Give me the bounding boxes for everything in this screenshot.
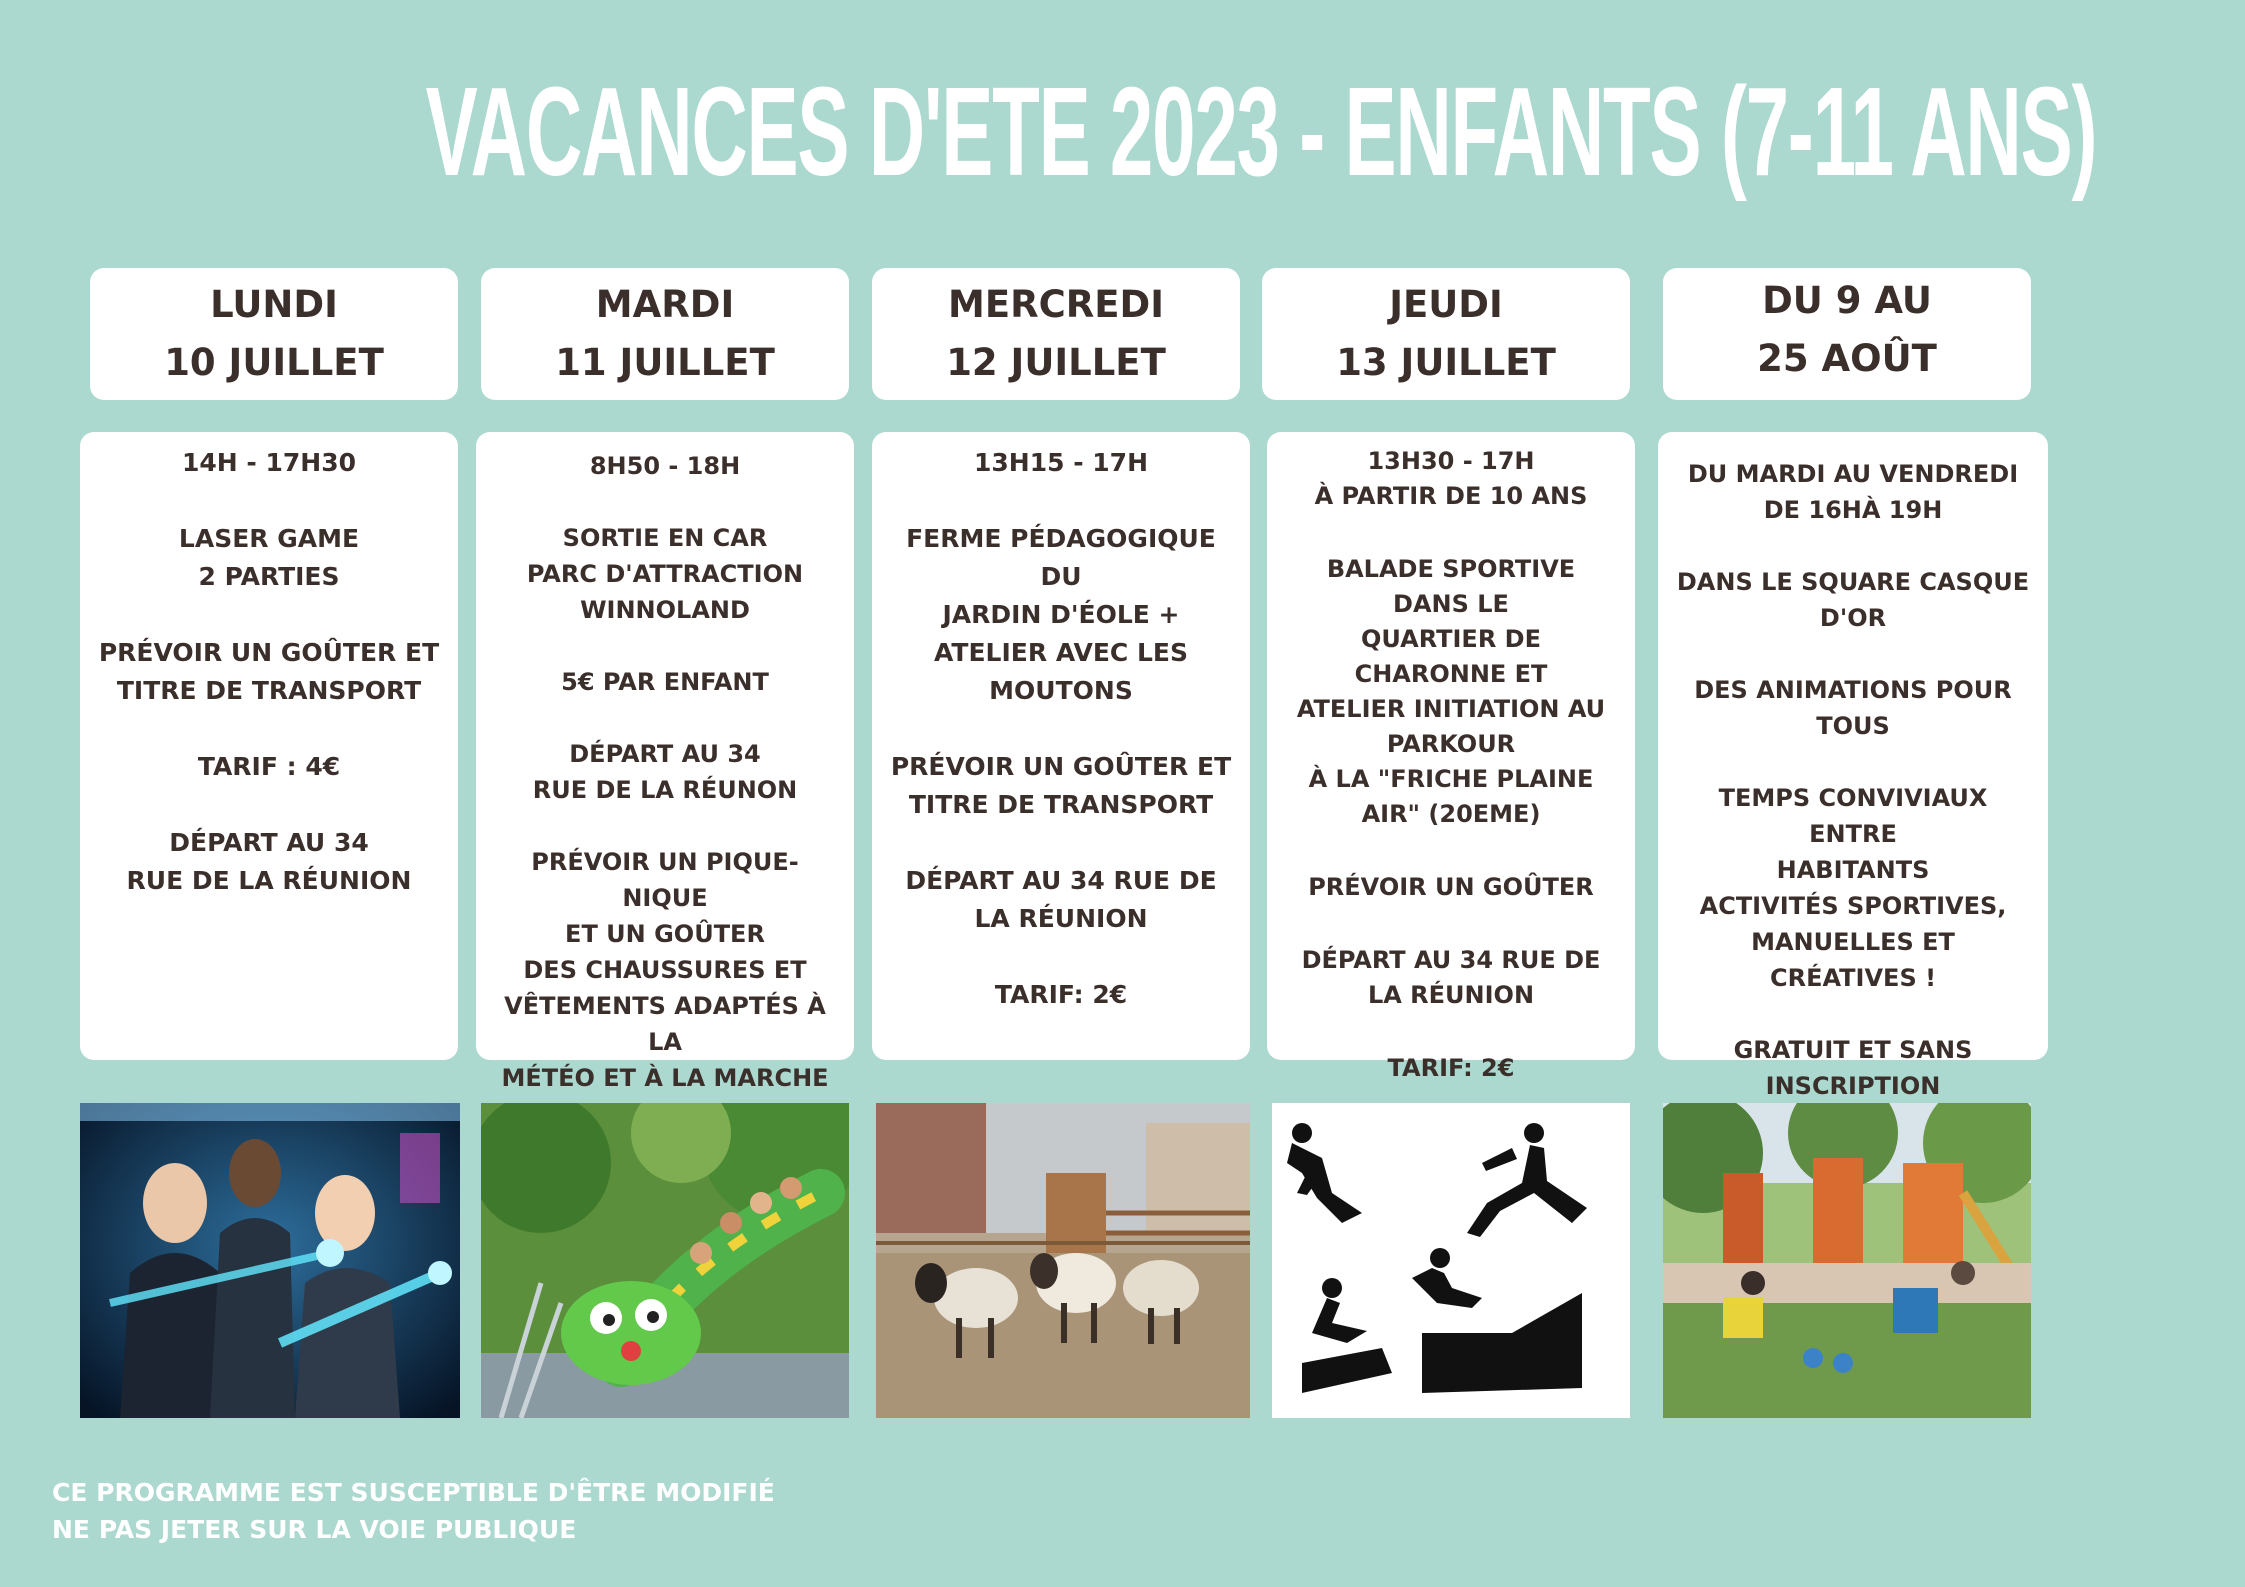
day-date: 13 JUILLET: [1336, 341, 1556, 384]
day-header-mardi: [481, 268, 849, 400]
departure: DÉPART AU 34 RUE DE LA RÉUNION: [905, 866, 1217, 933]
price: TARIF: 2€: [994, 980, 1128, 1009]
note: PRÉVOIR UN GOÛTER ET TITRE DE TRANSPORT: [890, 752, 1232, 819]
price: TARIF : 4€: [197, 752, 341, 781]
activity: FERME PÉDAGOGIQUE DU JARDIN D'ÉOLE + ATELIER AVEC LES MOUTONS: [906, 524, 1216, 705]
parkour-illustration: [1272, 1103, 1630, 1418]
activity: DES ANIMATIONS POUR TOUS: [1694, 676, 2012, 740]
activity-card-aout: [1658, 432, 2048, 1100]
day-header-jeudi: [1262, 268, 1630, 400]
poster-title: VACANCES D'ETE 2023 - ENFANTS (7-11 ANS): [425, 61, 2097, 202]
activity: BALADE SPORTIVE DANS LE QUARTIER DE CHARONNE ET ATELIER INITIATION AU PARKOUR À LA "FRICHE PLAINE AIR" (20EME): [1296, 555, 1606, 828]
activity: LASER GAME 2 PARTIES: [178, 524, 360, 591]
schedule: 8H50 - 18H: [589, 452, 741, 480]
departure: DÉPART AU 34 RUE DE LA RÉUNION: [126, 828, 412, 895]
departure: DÉPART AU 34 RUE DE LA RÉUNION: [1301, 946, 1601, 1009]
note: PRÉVOIR UN GOÛTER: [1308, 873, 1594, 901]
day-name: LUNDI: [210, 283, 338, 326]
day-date: 25 AOÛT: [1757, 337, 1937, 380]
day-date: 12 JUILLET: [946, 341, 1166, 384]
price: GRATUIT ET SANS INSCRIPTION: [1733, 1036, 1973, 1100]
playground-photo: [1663, 1103, 2031, 1418]
day-name: JEUDI: [1389, 283, 1503, 326]
day-header-lundi: [90, 268, 458, 400]
activity-card-mardi: [476, 432, 854, 1092]
laser-game-photo: [80, 1103, 460, 1418]
footer-notice: [52, 1474, 775, 1548]
footer-line: NE PAS JETER SUR LA VOIE PUBLIQUE: [52, 1515, 577, 1544]
activity-card-lundi: [80, 432, 458, 1060]
day-date: 10 JUILLET: [164, 341, 384, 384]
note: PRÉVOIR UN PIQUE-NIQUE ET UN GOÛTER DES CHAUSSURES ET VÊTEMENTS ADAPTÉS À LA MÉTÉO ET À LA MARCHE: [501, 848, 829, 1092]
price: 5€ PAR ENFANT: [561, 668, 769, 696]
schedule: 13H15 - 17H: [974, 448, 1148, 477]
day-date: 11 JUILLET: [555, 341, 775, 384]
activity-card-mercredi: [872, 432, 1250, 1060]
amusement-park-photo: [481, 1103, 849, 1418]
activity-details: TEMPS CONVIVIAUX ENTRE HABITANTS ACTIVITÉS SPORTIVES, MANUELLES ET CRÉATIVES !: [1699, 784, 2007, 992]
sheep-farm-photo: [876, 1103, 1250, 1418]
activity: SORTIE EN CAR PARC D'ATTRACTION WINNOLAND: [526, 524, 804, 624]
location: DANS LE SQUARE CASQUE D'OR: [1676, 568, 2030, 632]
note: PRÉVOIR UN GOÛTER ET TITRE DE TRANSPORT: [98, 638, 440, 705]
footer-line: CE PROGRAMME EST SUSCEPTIBLE D'ÊTRE MODIFIÉ: [52, 1478, 775, 1507]
day-header-aout: [1663, 268, 2031, 400]
day-name: MARDI: [595, 283, 735, 326]
day-header-mercredi: [872, 268, 1240, 400]
schedule: DU MARDI AU VENDREDI DE 16HÀ 19H: [1687, 460, 2019, 524]
schedule: 14H - 17H30: [182, 448, 356, 477]
schedule: 13H30 - 17H À PARTIR DE 10 ANS: [1314, 447, 1588, 510]
day-name: MERCREDI: [948, 283, 1164, 326]
departure: DÉPART AU 34 RUE DE LA RÉUNON: [532, 740, 798, 804]
day-name: DU 9 AU: [1762, 279, 1932, 322]
price: TARIF: 2€: [1387, 1054, 1515, 1082]
activity-card-jeudi: [1267, 432, 1635, 1082]
